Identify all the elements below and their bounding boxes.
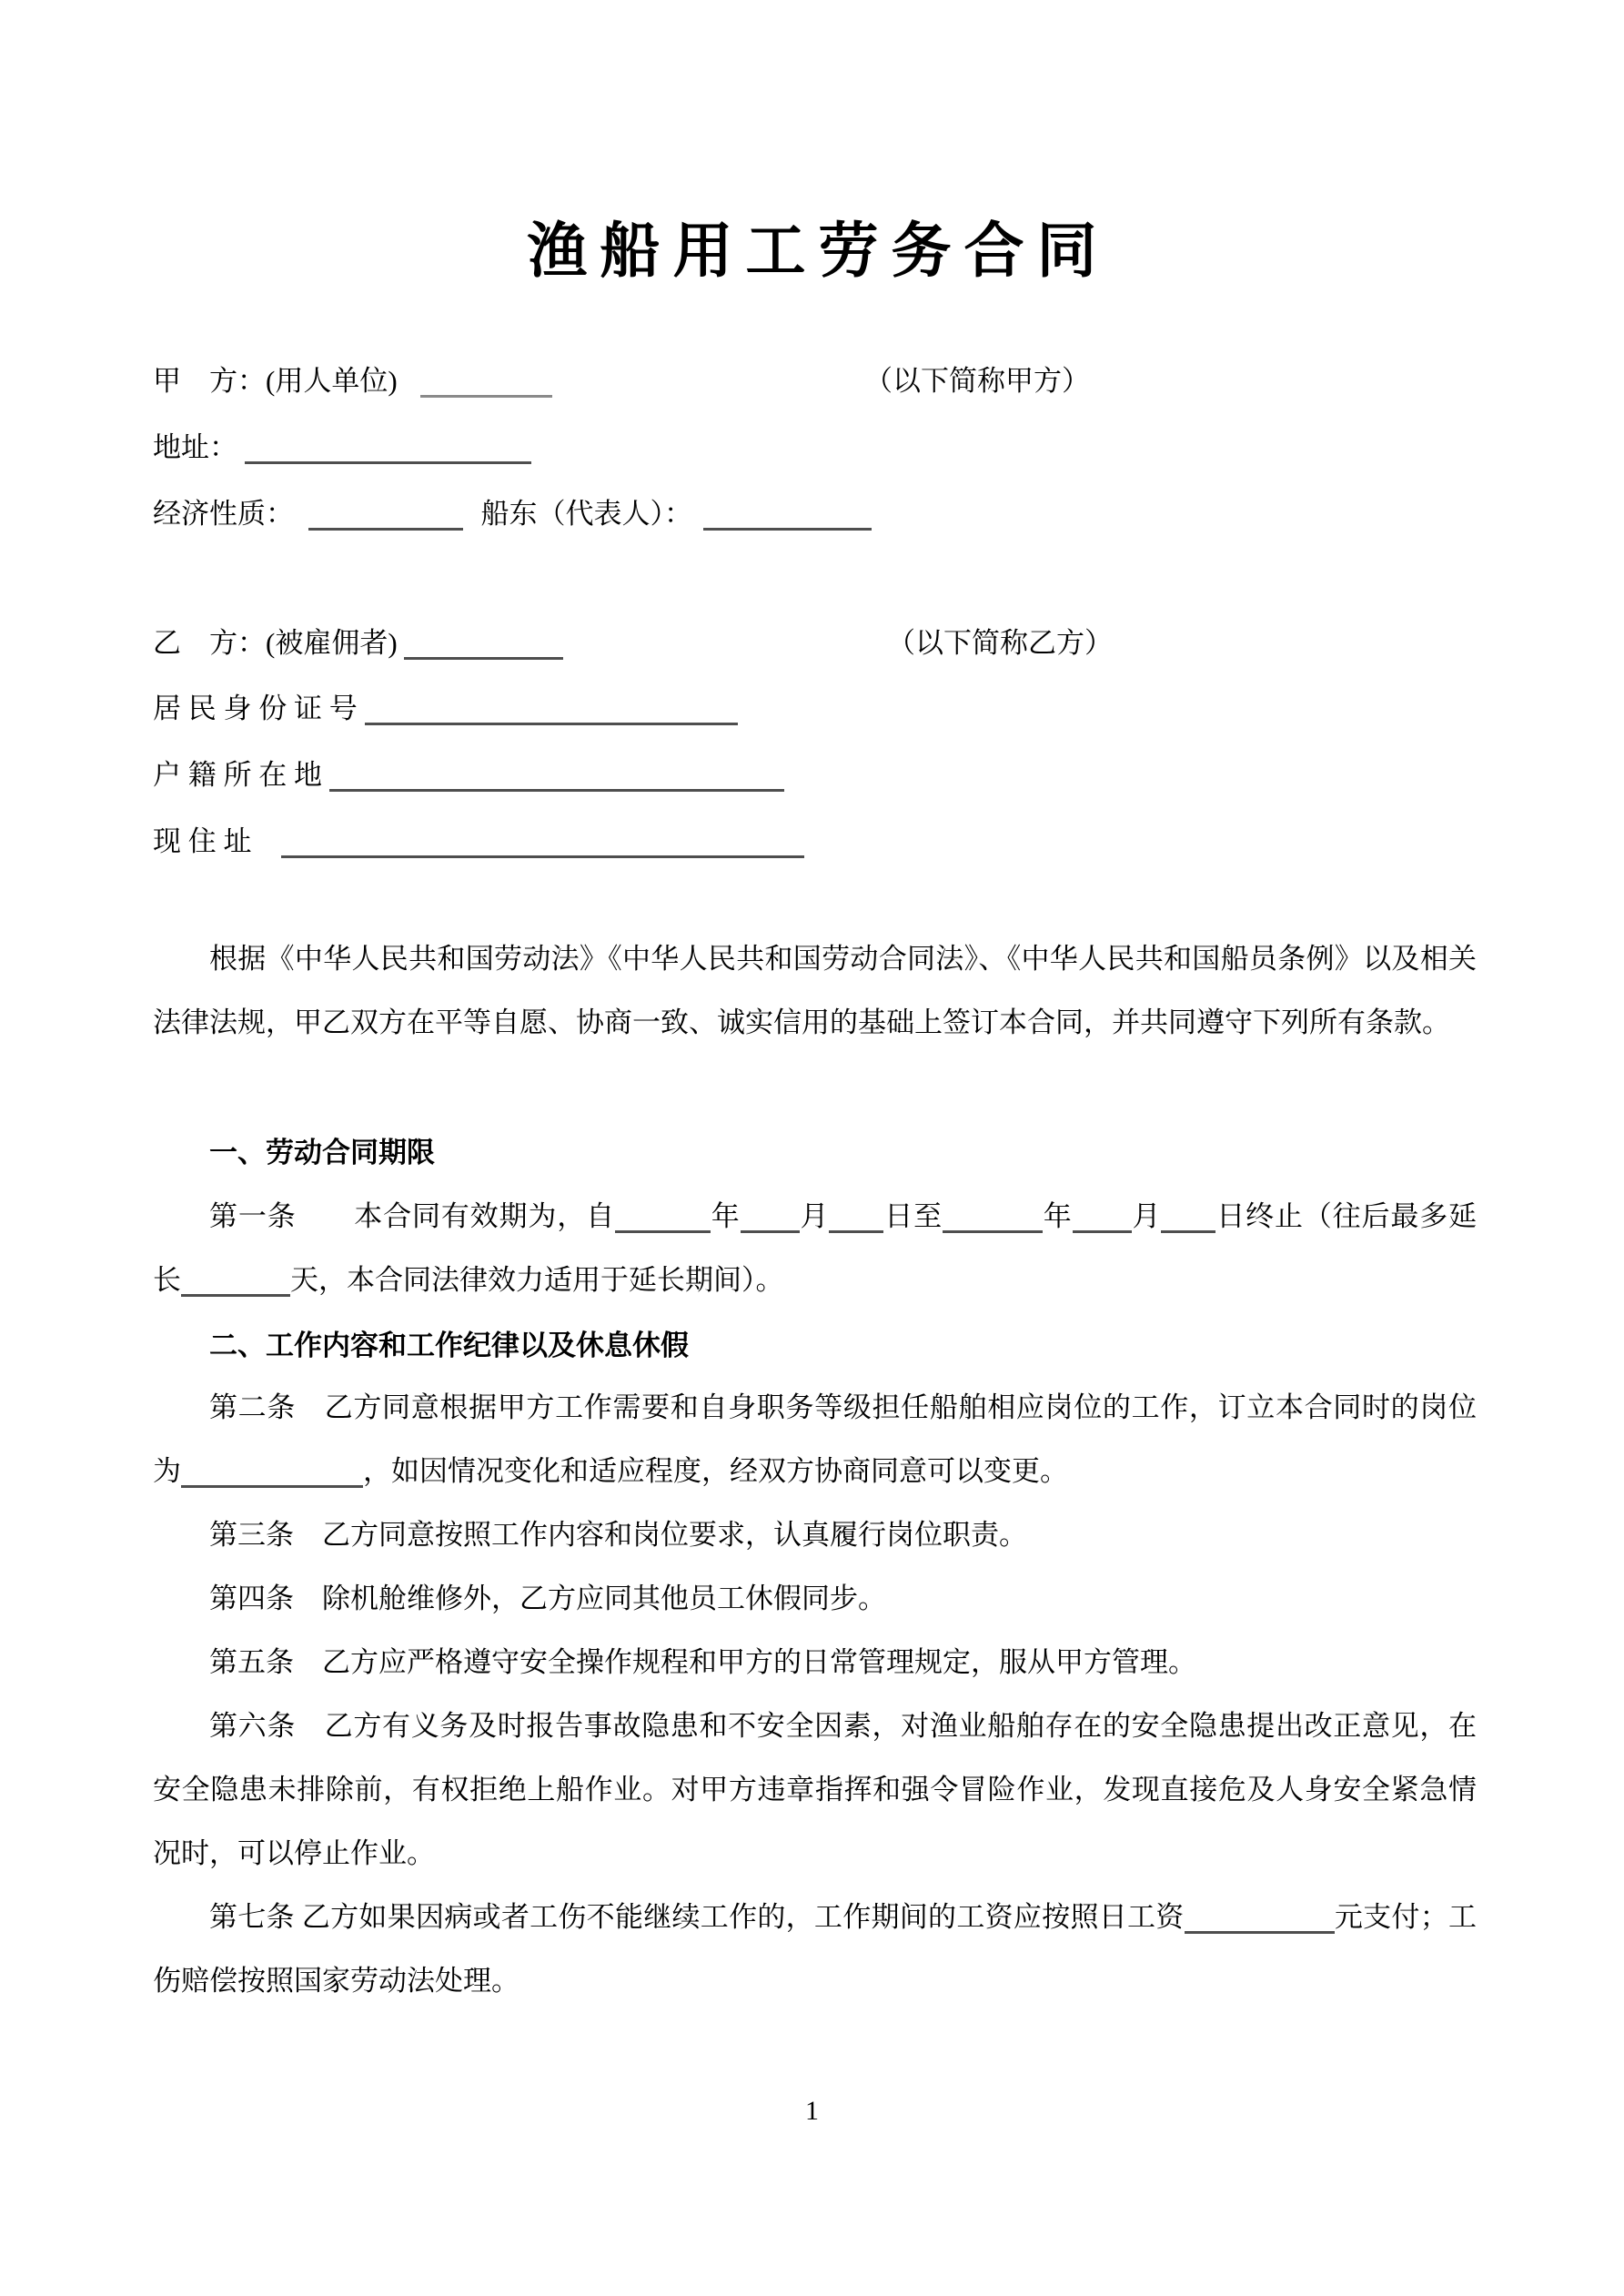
article1-year1-label: 年: [710, 1200, 741, 1232]
article1-to-label: 日至: [883, 1200, 943, 1232]
party-b-current-address-blank: [281, 854, 804, 858]
article1-month2-label: 月: [1131, 1200, 1162, 1232]
party-a-address-label: 地址：: [153, 431, 237, 463]
article3-line: 第三条 乙方同意按照工作内容和岗位要求，认真履行岗位职责。: [209, 1519, 1027, 1551]
article1-year2-label: 年: [1042, 1200, 1073, 1232]
party-b-household-blank: [329, 787, 784, 792]
article2-paragraph: [153, 1376, 1477, 1503]
party-b-current-address-label: 现 住 址: [153, 825, 252, 857]
article1-end-label: 日终止（往后最多延长: [153, 1200, 1478, 1296]
party-a-economy-blank: [308, 526, 463, 531]
article1-extend-days-blank: [181, 1292, 290, 1297]
article4-line: 第四条 除机舱维修外，乙方应同其他员工休假同步。: [209, 1583, 886, 1614]
article1-end-day-blank: [1161, 1229, 1215, 1233]
article1-start-month-blank: [741, 1229, 800, 1233]
party-b-id-label: 居 民 身 份 证 号: [153, 693, 358, 724]
page-title: 渔船用工劳务合同: [527, 218, 1110, 285]
article7-daily-wage-blank: [1185, 1929, 1335, 1934]
article2-pre: 第二条 乙方同意根据甲方工作需要和自身职务等级担任船舶相应岗位的工作，订立本合同时的岗位为: [153, 1391, 1477, 1487]
party-a-name-blank: [420, 393, 552, 398]
party-b-alias-note: （以下简称乙方）: [887, 627, 1113, 659]
party-b-name-line: [153, 626, 1490, 661]
party-b-id-blank: [365, 721, 738, 725]
article1-paragraph: [153, 1185, 1477, 1312]
article7-paragraph: [153, 1886, 1477, 2013]
article1-end-month-blank: [1073, 1229, 1132, 1233]
preamble-paragraph: 根据《中华人民共和国劳动法》《中华人民共和国劳动合同法》、《中华人民共和国船员条例》以及相关法律法规，甲乙双方在平等自愿、协商一致、诚实信用的基础上签订本合同，并共同遵守下列所有条款。: [153, 943, 1477, 1038]
section2-heading: 二、工作内容和工作纪律以及休息休假: [209, 1330, 689, 1361]
article1-intro: 第一条 本合同有效期为，自: [209, 1200, 615, 1232]
party-b-household-label: 户 籍 所 在 地: [153, 759, 322, 791]
party-b-id-line: [153, 692, 1490, 726]
party-a-name-label: 甲 方：(用人单位): [153, 365, 398, 397]
article1-tail: 天，本合同法律效力适用于延长期间）。: [290, 1264, 784, 1296]
party-a-alias-note: （以下简称甲方）: [864, 365, 1090, 397]
party-b-name-blank: [404, 655, 563, 660]
article6-paragraph: 第六条 乙方有义务及时报告事故隐患和不安全因素，对渔业船舶存在的安全隐患提出改正意见，在安全隐患未排除前，有权拒绝上船作业。对甲方违章指挥和强令冒险作业，发现直接危及人身安全紧急情况时，可以停止作业。: [153, 1710, 1477, 1869]
party-a-address-blank: [245, 460, 531, 464]
article5-line: 第五条 乙方应严格遵守安全操作规程和甲方的日常管理规定，服从甲方管理。: [209, 1646, 1196, 1678]
section1-heading: 一、劳动合同期限: [209, 1137, 435, 1168]
article1-end-year-blank: [943, 1229, 1043, 1233]
party-a-name-line: [153, 364, 1490, 399]
party-a-address-line: [153, 430, 1490, 465]
party-b-current-address-line: [153, 824, 1490, 859]
party-b-name-label: 乙 方：(被雇佣者): [153, 627, 398, 659]
article2-post: ，如因情况变化和适应程度，经双方协商同意可以变更。: [363, 1455, 1068, 1487]
article7-pre: 第七条 乙方如果因病或者工伤不能继续工作的，工作期间的工资应按照日工资: [209, 1901, 1185, 1933]
party-a-owner-blank: [703, 526, 872, 531]
article2-position-blank: [181, 1483, 363, 1488]
article7-post: 元支付；工伤赔偿按照国家劳动法处理。: [153, 1901, 1477, 1997]
page-number: 1: [805, 2096, 819, 2126]
article1-start-year-blank: [615, 1229, 711, 1233]
article1-start-day-blank: [829, 1229, 883, 1233]
party-a-economy-line: [153, 497, 1490, 531]
article1-month1-label: 月: [799, 1200, 830, 1232]
party-a-economy-label: 经济性质：: [153, 498, 294, 530]
party-b-household-line: [153, 758, 1490, 793]
party-a-owner-label: 船东（代表人）：: [480, 498, 692, 530]
